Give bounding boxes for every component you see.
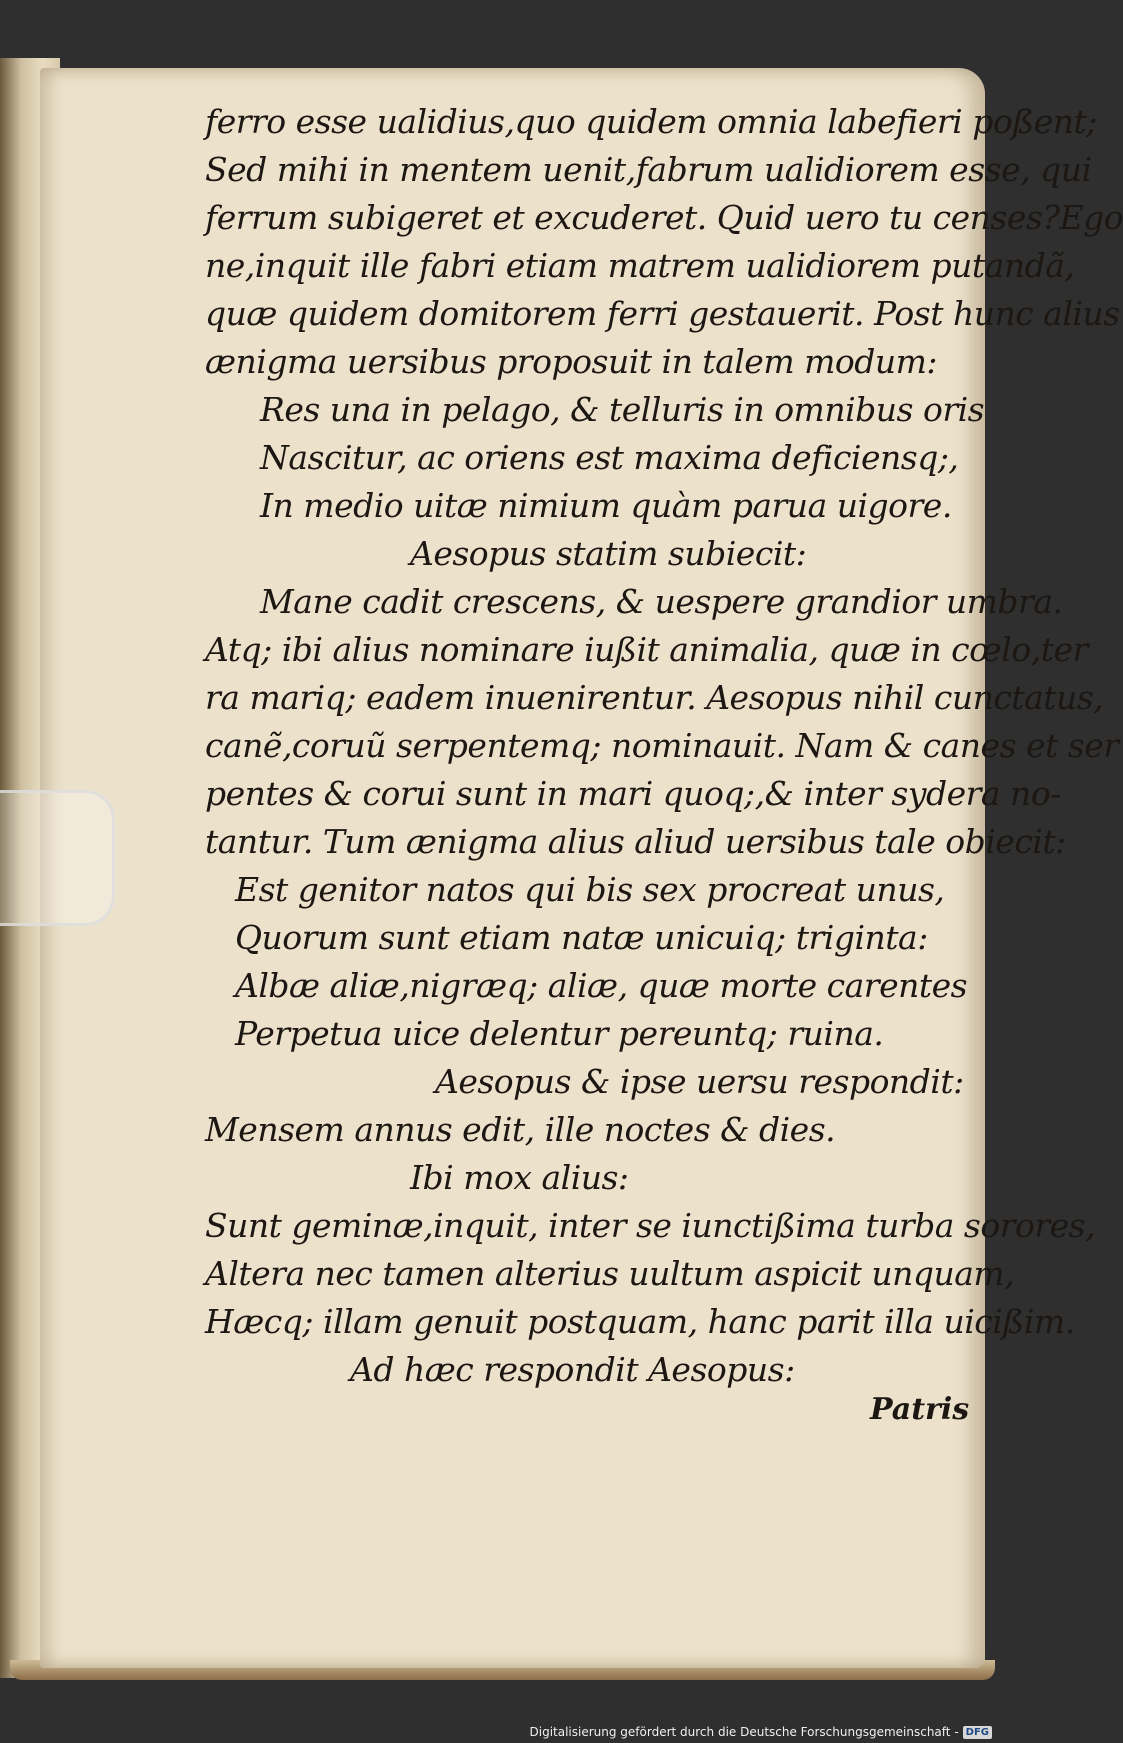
text-line: In medio uitæ nimium quàm parua uigore. [260,486,952,525]
text-line: ferrum subigeret et excuderet. Quid uero tu censes?Ego [205,198,1123,237]
text-line: Hæcq; illam genuit postquam, hanc parit illa uicißim. [205,1302,1075,1341]
text-line: Est genitor natos qui bis sex procreat unus, [235,870,945,909]
text-line: Albæ aliæ,nigræq; aliæ, quæ morte carentes [235,966,968,1005]
catchword: Patris [870,1392,970,1427]
text-line: Altera nec tamen alterius uultum aspicit unquam, [205,1254,1015,1293]
text-line: Aesopus statim subiecit: [410,534,807,573]
text-line: Res una in pelago, & telluris in omnibus oris [260,390,985,429]
text-line: Nascitur, ac oriens est maxima deficiensq;, [260,438,959,477]
text-line: Quorum sunt etiam natæ unicuiq; triginta: [235,918,928,957]
text-line: Atq; ibi alius nominare iußit animalia, quæ in cœlo,ter [205,630,1088,669]
text-line: canẽ,coruũ serpentemq; nominauit. Nam & canes et ser [205,726,1119,765]
text-line: Sunt geminæ,inquit, inter se iunctißima turba sorores, [205,1206,1096,1245]
text-line: ne,inquit ille fabri etiam matrem ualidiorem putandã, [205,246,1075,285]
text-line: Ad hæc respondit Aesopus: [350,1350,795,1389]
text-line: Sed mihi in mentem uenit,fabrum ualidiorem esse, qui [205,150,1092,189]
text-line: Aesopus & ipse uersu respondit: [435,1062,964,1101]
text-line: tantur. Tum ænigma alius aliud uersibus tale obiecit: [205,822,1066,861]
text-line: Ibi mox alius: [410,1158,629,1197]
text-line: Perpetua uice delentur pereuntq; ruina. [235,1014,884,1053]
text-line: ferro esse ualidius,quo quidem omnia labefieri poßent; [205,102,1097,141]
text-line: pentes & corui sunt in mari quoq;,& inter sydera no- [205,774,1061,813]
text-line: ænigma uersibus proposuit in talem modum: [205,342,938,381]
text-line: Mensem annus edit, ille noctes & dies. [205,1110,836,1149]
text-line: ra mariq; eadem inuenirentur. Aesopus nihil cunctatus, [205,678,1104,717]
footer-text: Digitalisierung gefördert durch die Deutsche Forschungsgemeinschaft - [529,1725,959,1739]
page-clip [0,790,115,926]
page-text [205,98,1123,1394]
dfg-logo: DFG [963,1726,992,1739]
text-line: quæ quidem domitorem ferri gestauerit. Post hunc alius [205,294,1120,333]
text-line: Mane cadit crescens, & uespere grandior umbra. [260,582,1063,621]
footer [530,1725,993,1739]
